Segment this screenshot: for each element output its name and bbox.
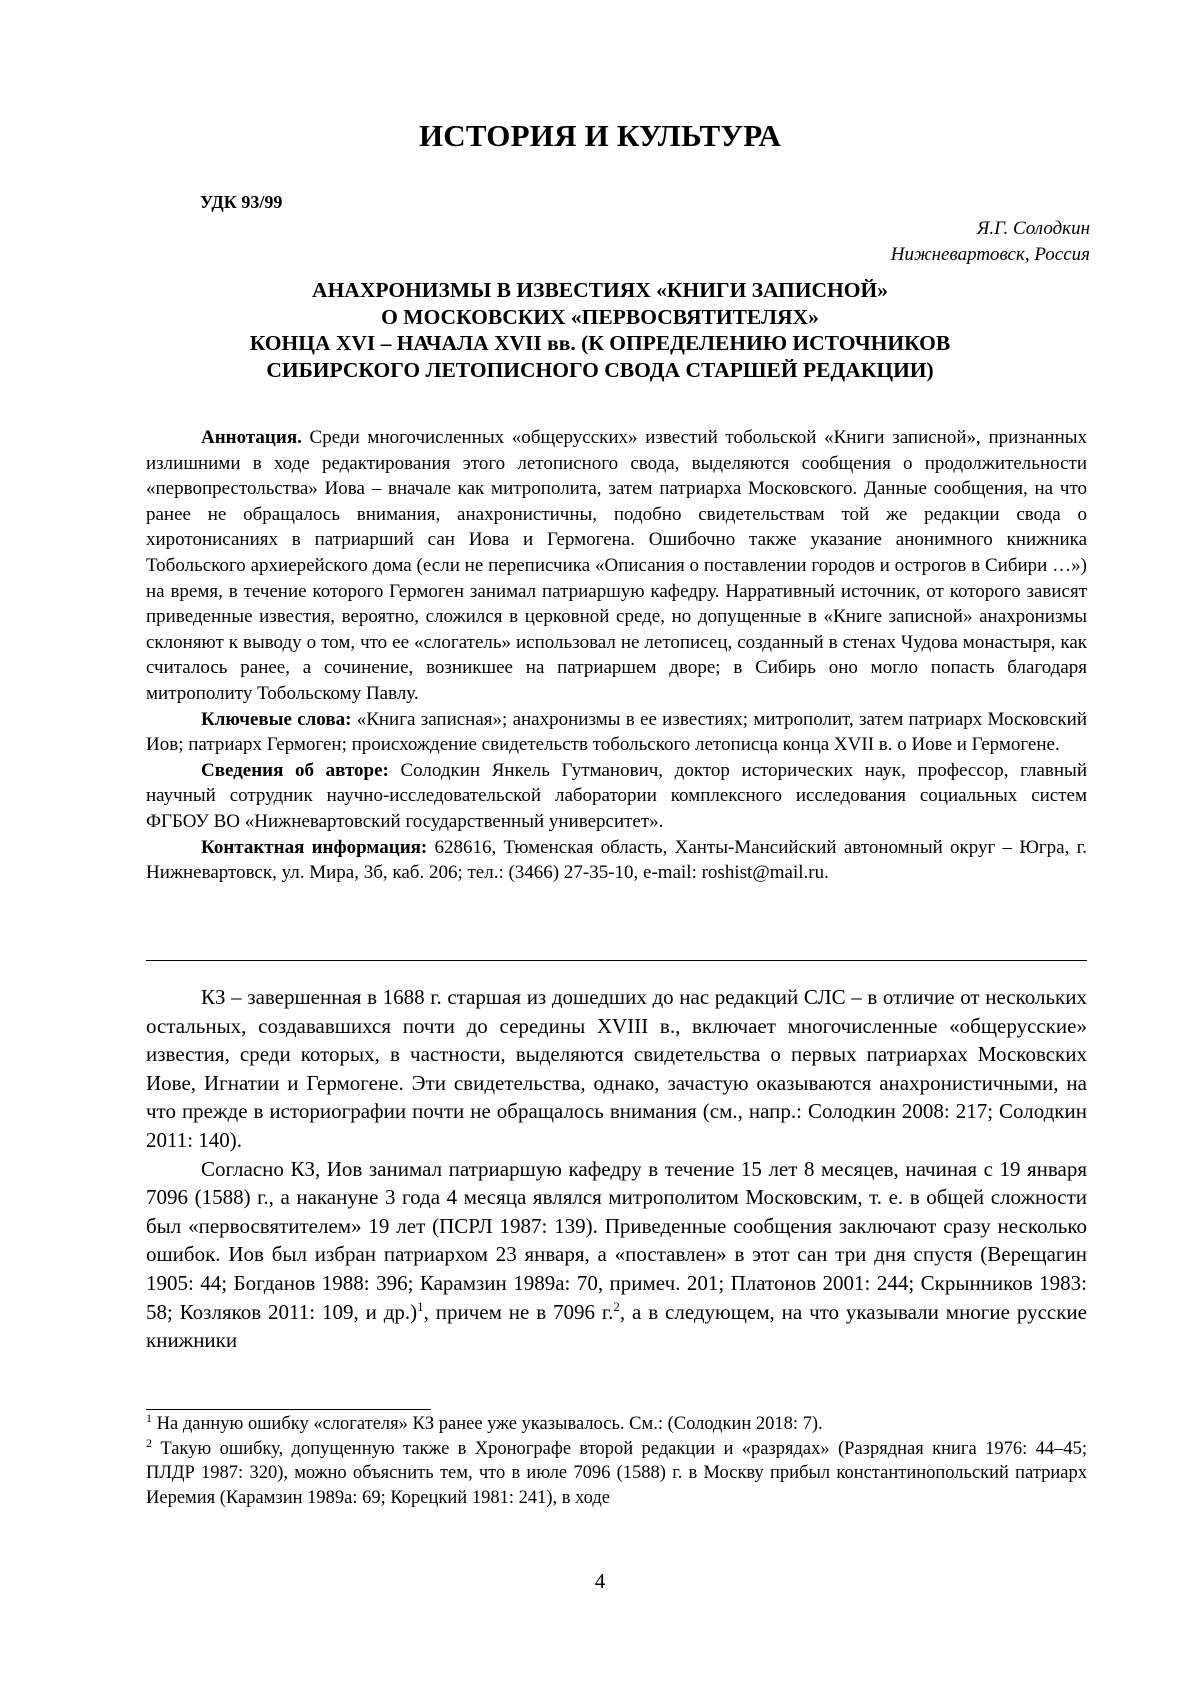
author-info-paragraph	[146, 758, 1087, 835]
keywords-text: «Книга записная»; анахронизмы в ее известиях; митрополит, затем патриарх Московский Иов; патриарх Гермоген; происхождение свидетельств тобольского летописца конца XVII в. о Иове и Гермогене.	[146, 708, 1088, 756]
body-text: Согласно КЗ, Иов занимал патриаршую кафедру в течение 15 лет 8 месяцев, начиная с 19 января 7096 (1588) г., а накануне 3 года 4 месяца являлся митрополитом Московским, т. е. в общей сложности был «первосвятителем» 19 лет (ПСРЛ 1987: 139). Приведенные сообщения заключают сразу несколько ошибок. Иов был избран патриархом 23 января, а «поставлен» в этот сан три дня спустя (Верещагин 1905: 44; Богданов 1988: 396; Карамзин 1989а: 70, примеч. 201; Платонов 2001: 244; Скрынников 1983: 58; Козляков 2011: 109, и др.)	[146, 1156, 1087, 1324]
footnotes	[146, 1412, 1087, 1510]
contact-label: Контактная информация:	[201, 836, 428, 858]
abstract-divider	[146, 960, 1087, 961]
footnote-number: 2	[146, 1435, 152, 1450]
body-paragraph-2	[146, 1155, 1087, 1355]
author-name: Я.Г. Солодкин	[976, 218, 1090, 239]
article-title-line: СИБИРСКОГО ЛЕТОПИСНОГО СВОДА СТАРШЕЙ РЕДАКЦИИ)	[266, 357, 934, 382]
footnote-text: На данную ошибку «слогателя» КЗ ранее уже указывалось. См.: (Солодкин 2018: 7).	[156, 1414, 823, 1434]
footnote	[146, 1412, 1087, 1437]
article-title-line: АНАХРОНИЗМЫ В ИЗВЕСТИЯХ «КНИГИ ЗАПИСНОЙ»	[312, 278, 888, 302]
footnote-number: 1	[146, 1410, 152, 1425]
author-block	[891, 216, 1090, 268]
abstract-text: Среди многочисленных «общерусских» известий тобольской «Книги записной», признанных излишними в ходе редактирования этого летописного свода, выделяются сообщения о продолжительности «первопрестольства» Иова – вначале как митрополита, затем патриарха Московского. Данные сообщения, на что ранее не обращалось внимания, анахронистичны, подобно свидетельствам той же редакции свода о хиротонисаниях в патриарший сан Иова и Гермогена. Ошибочно также указание анонимного книжника Тобольского архиерейского дома (если не переписчика «Описания о поставлении городов и острогов в Сибири …») на время, в течение которого Гермоген занимал патриаршую кафедру. Нарративный источник, от которого зависят приведенные известия, вероятно, сложился в церковной среде, но допущенные в «Книге записной» анахронизмы склоняют к выводу о том, что ее «слогатель» использовал не летописец, созданный в стенах Чудова монастыря, как считалось ранее, а сочинение, возникшее на патриаршем дворе; в Сибирь оно могло попасть благодаря митрополиту Тобольскому Павлу.	[146, 427, 1087, 704]
footnote	[146, 1437, 1087, 1511]
keywords-paragraph	[146, 707, 1087, 758]
abstract-label: Аннотация.	[201, 427, 302, 448]
page-number: 4	[594, 1569, 606, 1593]
author-place: Нижневартовск, Россия	[890, 244, 1090, 265]
body-text: , а в следующем, на что указывали многие русские книжники	[146, 1299, 1087, 1353]
author-info-label: Сведения об авторе:	[201, 759, 389, 781]
footnote-text: Такую ошибку, допущенную также в Хронографе второй редакции и «разрядах» (Разрядная книга 1976: 44–45; ПЛДР 1987: 320), можно объяснить тем, что в июле 7096 (1588) г. в Москву прибыл константинопольский патриарх Иеремия (Карамзин 1989а: 69; Корецкий 1981: 241), в ходе	[146, 1438, 1087, 1508]
author-info-text: Солодкин Янкель Гутманович, доктор исторических наук, профессор, главный научный сотрудник научно-исследовательской лаборатории комплексного исследования социальных систем ФГБОУ ВО «Нижневартовский государственный университет».	[146, 759, 1087, 832]
body-text: , причем не в 7096 г.	[423, 1299, 614, 1324]
article-title-line: О МОСКОВСКИХ «ПЕРВОСВЯТИТЕЛЯХ»	[381, 304, 819, 329]
section-title: ИСТОРИЯ И КУЛЬТУРА	[418, 118, 782, 153]
footnote-ref[interactable]: 1	[417, 1298, 424, 1314]
abstract-paragraph	[146, 425, 1087, 707]
udk-code: УДК 93/99	[200, 192, 283, 212]
keywords-label: Ключевые слова:	[201, 708, 352, 730]
contact-paragraph	[146, 835, 1087, 886]
article-title-line: КОНЦА XVI – НАЧАЛА XVII вв. (К ОПРЕДЕЛЕНИЮ ИСТОЧНИКОВ	[249, 331, 951, 355]
article-title	[140, 277, 1060, 383]
body-paragraph-1: КЗ – завершенная в 1688 г. старшая из дошедших до нас редакций СЛС – в отличие от нескольких остальных, создававшихся почти до середины XVIII в., включает многочисленные «общерусские» известия, среди которых, в частности, выделяются свидетельства о первых патриархах Московских Иове, Игнатии и Гермогене. Эти свидетельства, однако, зачастую оказываются анахронистичными, на что прежде в историографии почти не обращалось внимания (см., напр.: Солодкин 2008: 217; Солодкин 2011: 140).	[146, 985, 1087, 1152]
main-text	[146, 983, 1087, 1355]
abstract-section	[146, 425, 1087, 886]
footnote-ref[interactable]: 2	[613, 1298, 620, 1314]
footnote-divider	[146, 1409, 431, 1410]
contact-text: 628616, Тюменская область, Ханты-Мансийский автономный округ – Югра, г. Нижневартовск, ул. Мира, 3б, каб. 206; тел.: (3466) 27-35-10, e-mail: roshist@mail.ru.	[146, 836, 1087, 884]
